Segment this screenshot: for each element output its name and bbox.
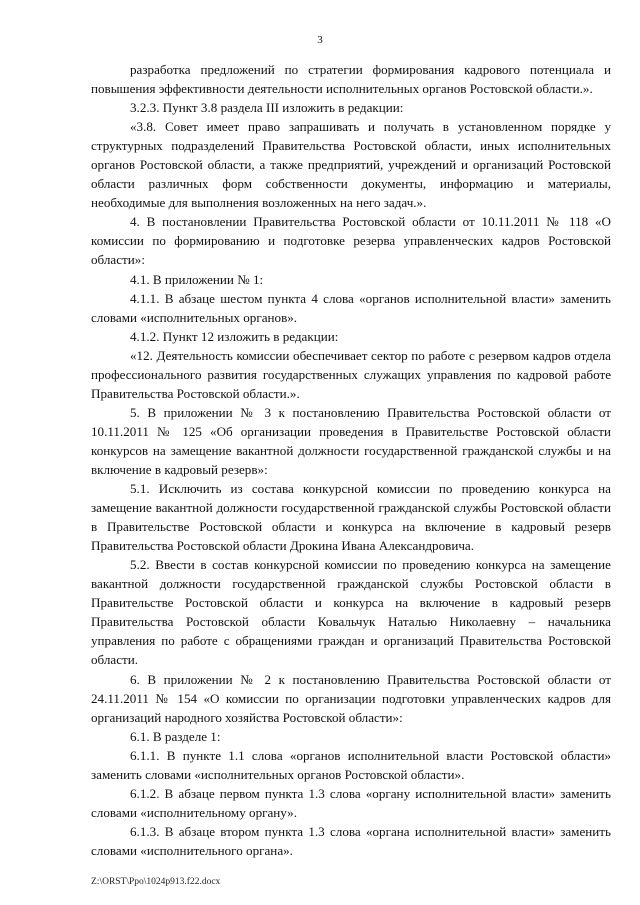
paragraph: 4.1. В приложении № 1: — [130, 271, 264, 287]
page-number: 3 — [317, 34, 323, 46]
paragraph: 6.1. В разделе 1: — [130, 728, 221, 744]
paragraph: 6.1.3. В абзаце втором пункта 1.3 слова «органа исполнительной власти» заменить словами «исполнительного органа». — [91, 823, 611, 858]
paragraph: разработка предложений по стратегии формирования кадрового потенциала и повышения эффективности деятельности исполнительных органов Ростовской области.». — [91, 62, 611, 97]
paragraph: «3.8. Совет имеет право запрашивать и получать в установленном порядке у структурных подразделений Правительства Ростовской области, иных исполнительных органов Ростовской области, а также предприятий, учреждений и организаций Ростовской области различных форм собственности документы, информацию и материалы, необходимые для выполнения возложенных на него задач.». — [91, 119, 611, 211]
paragraph: «12. Деятельность комиссии обеспечивает сектор по работе с резервом кадров отдела профессионального развития государственных служащих управления по кадровой работе Правительства Ростовской области.». — [91, 347, 611, 401]
document-body — [91, 60, 611, 860]
paragraph: 4. В постановлении Правительства Ростовской области от 10.11.2011 № 118 «О комиссии по формированию и подготовке резерва управленческих кадров Ростовской области»: — [91, 214, 611, 268]
paragraph: 5. В приложении № 3 к постановлению Правительства Ростовской области от 10.11.2011 № 125 «Об организации проведения в Правительстве Ростовской области конкурсов на замещение вакантной должности государственной гражданской службы и на включение в кадровый резерв»: — [91, 404, 611, 477]
paragraph: 5.1. Исключить из состава конкурсной комиссии по проведению конкурса на замещение вакантной должности государственной гражданской службы Ростовской области в Правительстве Ростовской области и конкурса на включение в кадровый резерв Правительства Ростовской области Дрокина Ивана Александровича. — [91, 481, 611, 554]
paragraph: 3.2.3. Пункт 3.8 раздела III изложить в редакции: — [130, 100, 404, 116]
paragraph: 6. В приложении № 2 к постановлению Правительства Ростовской области от 24.11.2011 № 154 «О комиссии по организации подготовки управленческих кадров для организаций народного хозяйства Ростовской области»: — [91, 671, 611, 725]
paragraph: 6.1.2. В абзаце первом пункта 1.3 слова «органу исполнительной власти» заменить словами «исполнительному органу». — [91, 785, 611, 820]
footer-file-path: Z:\ORST\Ppo\1024p913.f22.docx — [91, 877, 221, 887]
paragraph: 4.1.2. Пункт 12 изложить в редакции: — [130, 328, 339, 344]
paragraph: 6.1.1. В пункте 1.1 слова «органов исполнительной власти Ростовской области» заменить словами «исполнительных органов Ростовской области». — [91, 747, 611, 782]
paragraph: 5.2. Ввести в состав конкурсной комиссии по проведению конкурса на замещение вакантной должности государственной гражданской службы Ростовской области в Правительстве Ростовской области и конкурса на включение в кадровый резерв Правительства Ростовской области Ковальчук Наталью Николаевну – начальника управления по работе с обращениями граждан и организаций Правительства Ростовской области. — [91, 557, 611, 668]
paragraph: 4.1.1. В абзаце шестом пункта 4 слова «органов исполнительной власти» заменить словами «исполнительных органов». — [91, 290, 611, 325]
